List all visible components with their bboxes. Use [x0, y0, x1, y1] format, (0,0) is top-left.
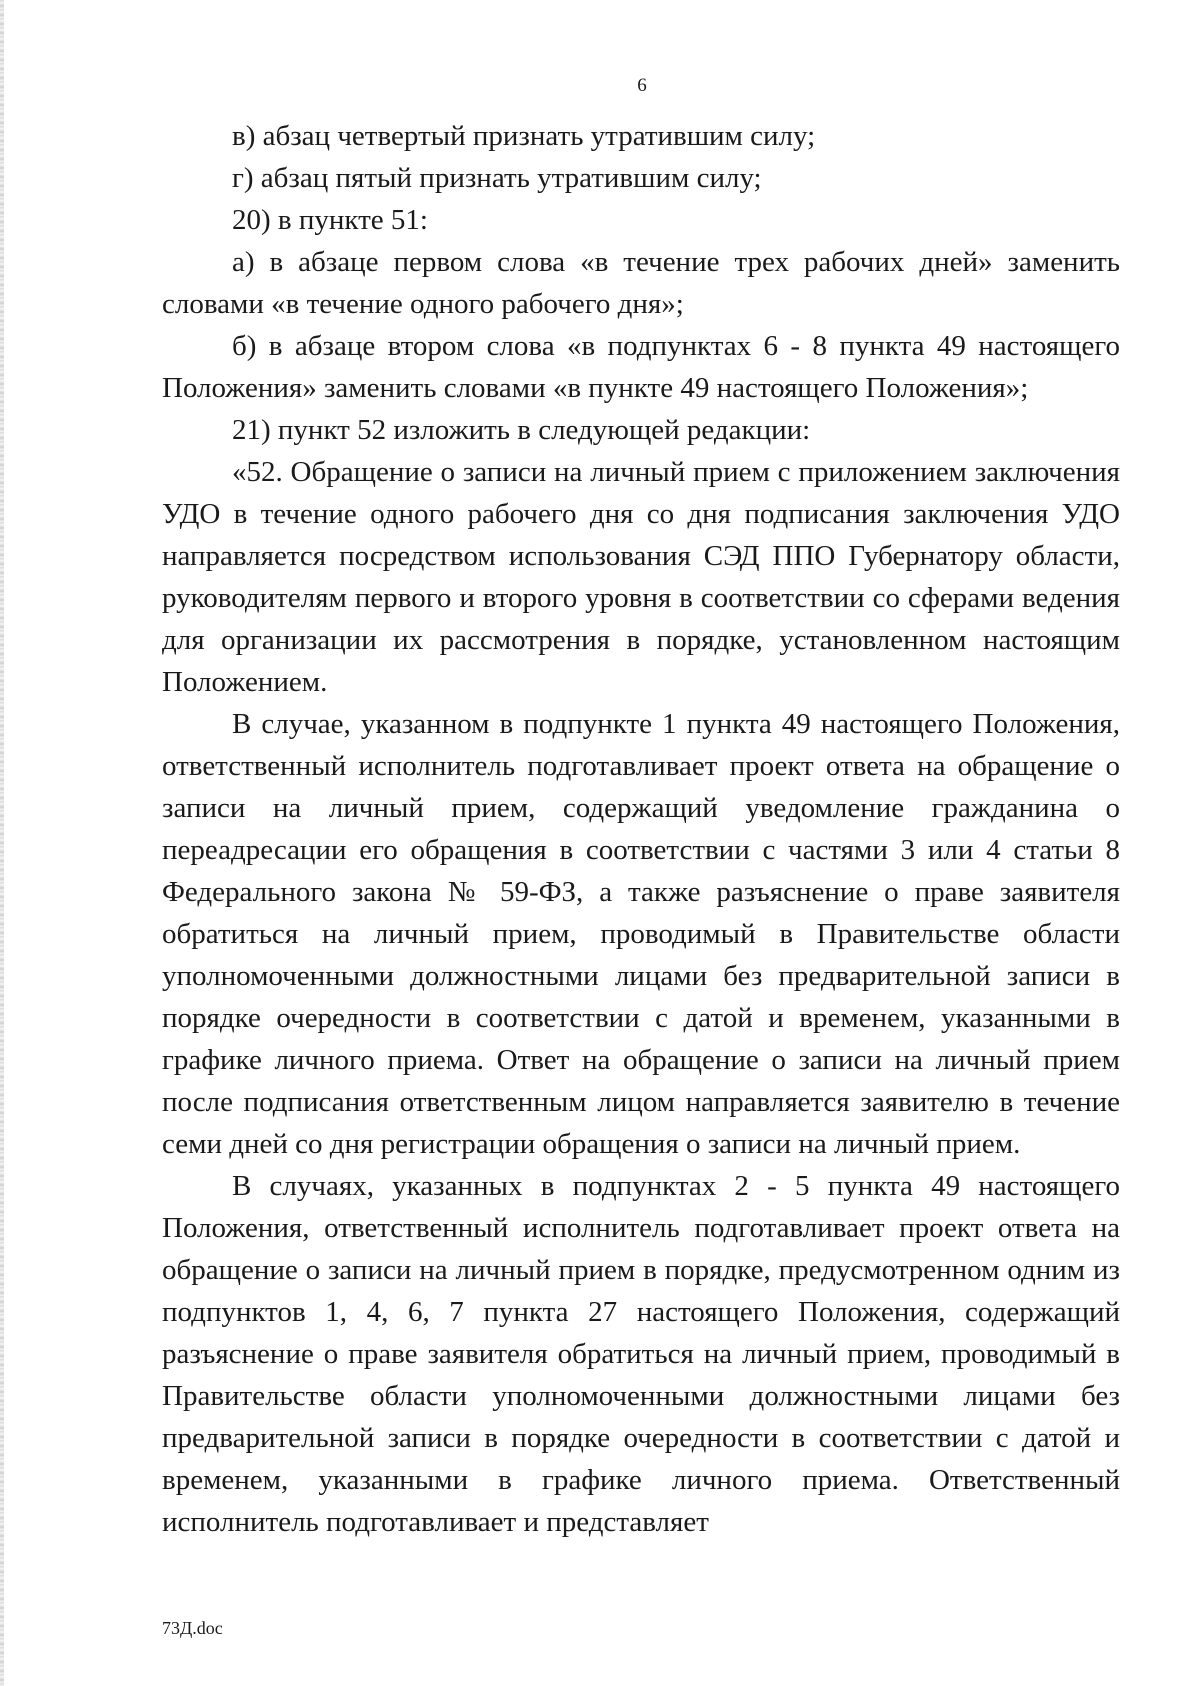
document-body: [162, 115, 1120, 1543]
page-number: 6: [637, 75, 647, 96]
paragraph-item-20b: б) в абзаце втором слова «в подпунктах 6 - 8 пункта 49 настоящего Положения» заменить словами «в пункте 49 настоящего Положения»;: [162, 330, 1120, 404]
paragraph-item-g: г) абзац пятый признать утратившим силу;: [232, 162, 762, 194]
footer-filename: 73Д.doc: [162, 1618, 223, 1638]
paragraph-case-subpoint-1: В случае, указанном в подпункте 1 пункта 49 настоящего Положения, ответственный исполнитель подготавливает проект ответа на обращение о записи на личный прием, содержащий уведомление гражданина о переадресации его обращения в соответствии с частями 3 или 4 статьи 8 Федерального закона № 59-ФЗ, а также разъяснение о праве заявителя обратиться на личный прием, проводимый в Правительстве области уполномоченными должностными лицами без предварительной записи в порядке очередности в соответствии с датой и временем, указанными в графике личного приема. Ответ на обращение о записи на личный прием после подписания ответственным лицом направляется заявителю в течение семи дней со дня регистрации обращения о записи на личный прием.: [162, 708, 1120, 1160]
paragraph-cases-subpoints-2-5: В случаях, указанных в подпунктах 2 - 5 пункта 49 настоящего Положения, ответственный исполнитель подготавливает проект ответа на обращение о записи на личный прием в порядке, предусмотренном одним из подпунктов 1, 4, 6, 7 пункта 27 настоящего Положения, содержащий разъяснение о праве заявителя обратиться на личный прием, проводимый в Правительстве области уполномоченными должностными лицами без предварительной записи в порядке очередности в соответствии с датой и временем, указанными в графике личного приема. Ответственный исполнитель подготавливает и представляет: [162, 1170, 1120, 1538]
paragraph-item-v: в) абзац четвертый признать утратившим силу;: [232, 120, 816, 152]
paragraph-item-52: «52. Обращение о записи на личный прием с приложением заключения УДО в течение одного рабочего дня со дня подписания заключения УДО направляется посредством использования СЭД ППО Губернатору области, руководителям первого и второго уровня в соответствии со сферами ведения для организации их рассмотрения в порядке, установленном настоящим Положением.: [162, 456, 1120, 698]
paragraph-item-20: 20) в пункте 51:: [232, 204, 428, 236]
scan-edge-artifact: [0, 0, 4, 1686]
paragraph-item-20a: а) в абзаце первом слова «в течение трех рабочих дней» заменить словами «в течение одного рабочего дня»;: [162, 246, 1120, 320]
paragraph-item-21: 21) пункт 52 изложить в следующей редакции:: [232, 414, 811, 446]
